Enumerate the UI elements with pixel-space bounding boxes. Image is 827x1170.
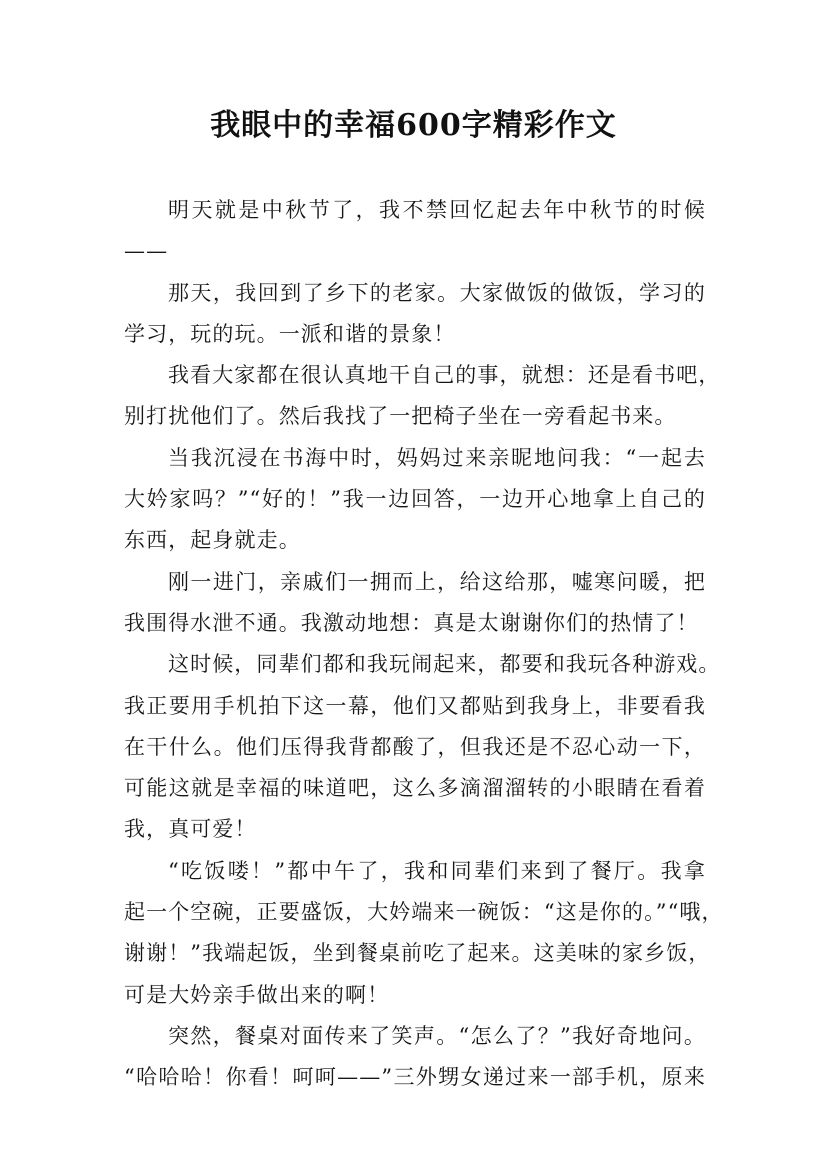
text-line: 东西，起身就走。 bbox=[124, 528, 301, 553]
text-line: 我，真可爱！ bbox=[124, 817, 257, 842]
text-line: 可是大妗亲手做出来的啊！ bbox=[124, 982, 390, 1007]
text-line: 大妗家吗？”“好的！”我一边回答，一边开心地拿上自己的 bbox=[124, 487, 706, 512]
text-line: 我围得水泄不通。我激动地想：真是太谢谢你们的热情了！ bbox=[124, 610, 699, 635]
text-line: 谢谢！”我端起饭，坐到餐桌前吃了起来。这美味的家乡饭， bbox=[124, 941, 711, 966]
text-line: 这时候，同辈们都和我玩闹起来，都要和我玩各种游戏。 bbox=[168, 652, 721, 677]
document-title: 我眼中的幸福600字精彩作文 bbox=[210, 108, 617, 143]
text-line: 明天就是中秋节了，我不禁回忆起去年中秋节的时候 bbox=[168, 198, 706, 222]
text-line: —— bbox=[124, 239, 169, 264]
document-body bbox=[124, 190, 724, 1099]
text-line: 别打扰他们了。然后我找了一把椅子坐在一旁看起书来。 bbox=[124, 404, 677, 429]
text-line: “吃饭喽！”都中午了，我和同辈们来到了餐厅。我拿 bbox=[168, 858, 706, 883]
text-line: 当我沉浸在书海中时，妈妈过来亲昵地问我：“一起去 bbox=[168, 445, 706, 470]
text-line: 突然，餐桌对面传来了笑声。“怎么了？”我好奇地问。 bbox=[168, 1023, 706, 1048]
text-line: 学习，玩的玩。一派和谐的景象！ bbox=[124, 321, 456, 346]
text-line: 可能这就是幸福的味道吧，这么多滴溜溜转的小眼睛在看着 bbox=[124, 776, 706, 801]
text-line: 我正要用手机拍下这一幕，他们又都贴到我身上，非要看我 bbox=[124, 693, 706, 718]
text-line: 在干什么。他们压得我背都酸了，但我还是不忍心动一下， bbox=[124, 734, 706, 759]
text-line: “哈哈哈！你看！呵呵——”三外甥女递过来一部手机，原来 bbox=[124, 1065, 706, 1090]
text-line: 起一个空碗，正要盛饭，大妗端来一碗饭：“这是你的。”“哦， bbox=[124, 900, 724, 925]
text-line: 我看大家都在很认真地干自己的事，就想：还是看书吧， bbox=[168, 363, 721, 388]
text-line: 那天，我回到了乡下的老家。大家做饭的做饭，学习的 bbox=[168, 280, 706, 305]
text-line: 刚一进门，亲戚们一拥而上，给这给那，嘘寒问暖，把 bbox=[168, 569, 706, 594]
